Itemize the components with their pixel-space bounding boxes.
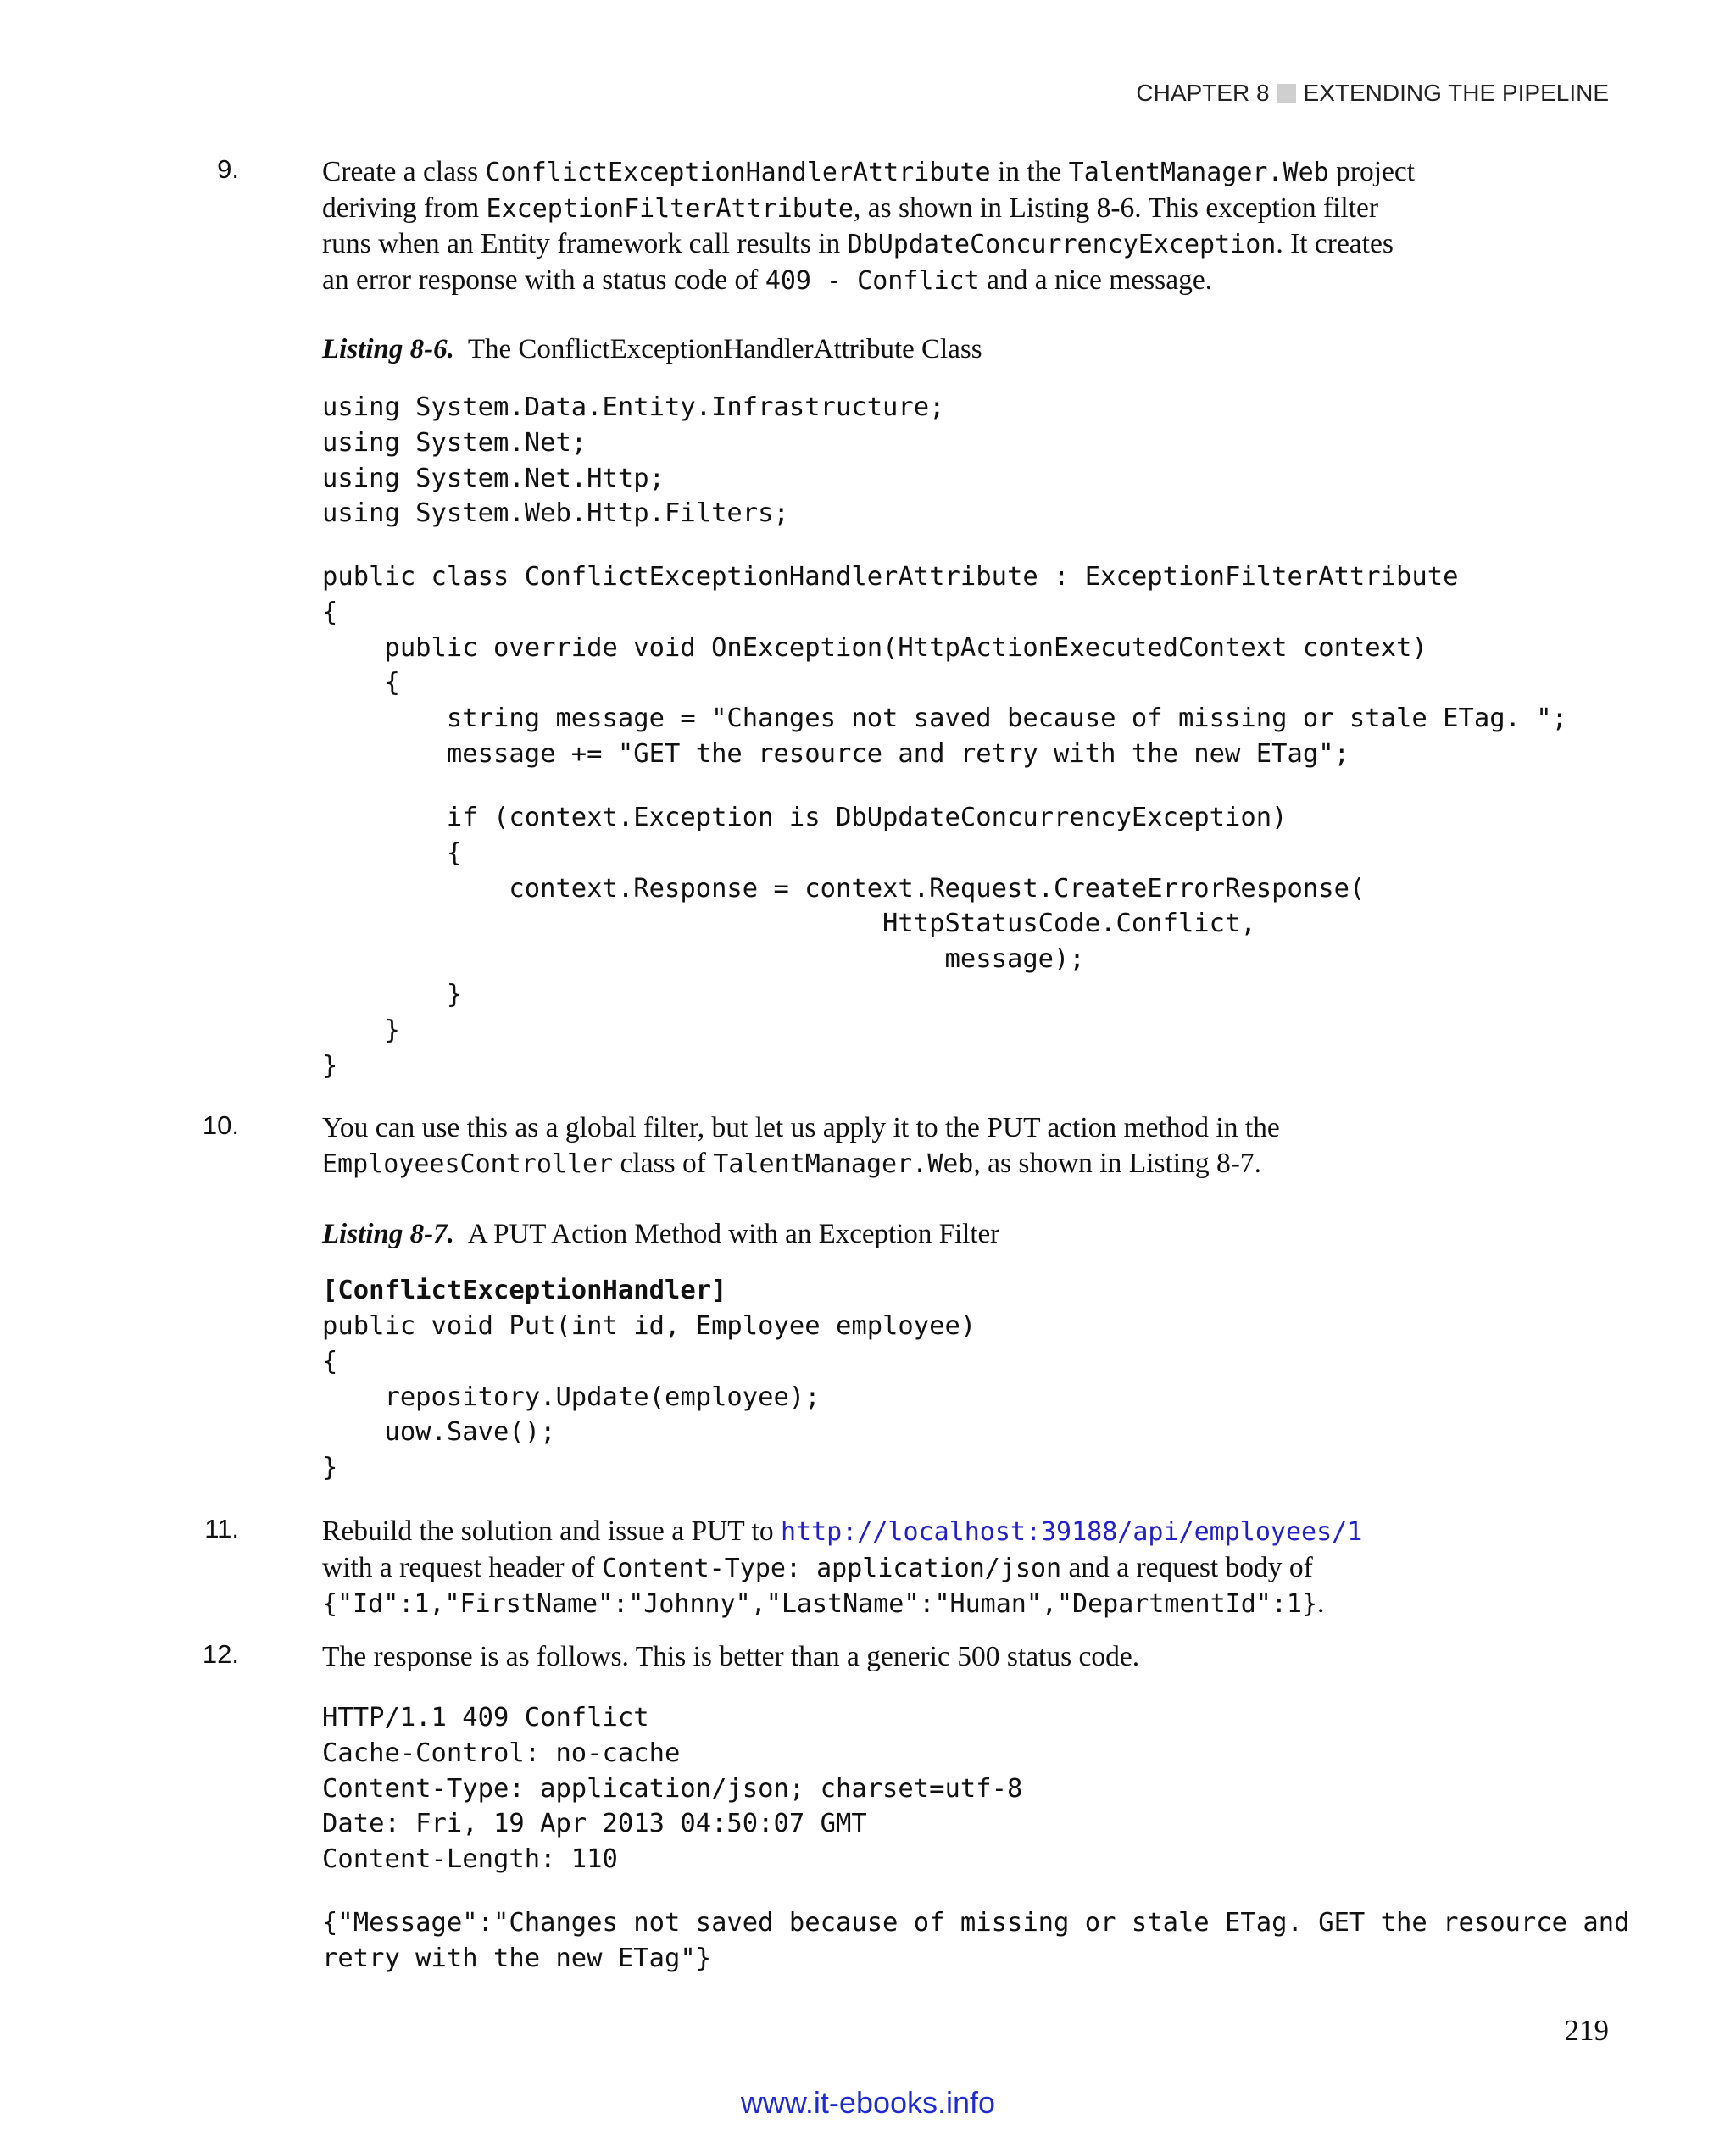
listing-8-6-if-block: if (context.Exception is DbUpdateConcurrencyException) { context.Response = context.Request.CreateErrorResponse( HttpStatusCode.Conflict, message); } } }: [322, 803, 1366, 1081]
page-number: 219: [1564, 2014, 1609, 2047]
listing-8-6-caption: [322, 334, 982, 365]
step-number: 9.: [217, 154, 239, 184]
request-url-link[interactable]: http://localhost:39188/api/employees/1: [780, 1517, 1363, 1547]
listing-8-7-attribute: [ConflictExceptionHandler]: [322, 1276, 727, 1305]
chapter-label: CHAPTER 8: [1136, 80, 1270, 106]
listing-title: The ConflictExceptionHandlerAttribute Class: [467, 334, 982, 364]
step-number: 12.: [202, 1639, 239, 1669]
footer-link[interactable]: www.it-ebooks.info: [740, 2085, 996, 2120]
step-9: [217, 154, 1622, 298]
listing-label: Listing 8-6.: [322, 334, 454, 364]
step-9-text: Create a class ConflictExceptionHandlerAttribute in the TalentManager.Web project deriving from ExceptionFilterAttribute, as shown in Listing 8-6. This exception filter runs when an Entity framework call results in DbUpdateConcurrencyException. It creates an error response with a status code of 409 - Conflict and a nice message.: [322, 156, 1416, 296]
step-11: [204, 1514, 1622, 1622]
listing-label: Listing 8-7.: [322, 1219, 454, 1249]
running-header: [1136, 80, 1609, 107]
step-10: [202, 1110, 1622, 1182]
listing-8-6-usings: using System.Data.Entity.Infrastructure; using System.Net; using System.Net.Http; using System.Web.Http.Filters;: [322, 392, 945, 529]
step-number: 11.: [204, 1514, 239, 1543]
chapter-title: EXTENDING THE PIPELINE: [1303, 80, 1609, 106]
listing-8-7-code: public void Put(int id, Employee employee) { repository.Update(employee); uow.Save(); }: [322, 1311, 976, 1483]
step-10-text: You can use this as a global filter, but let us apply it to the PUT action method in the EmployeesController class of TalentManager.Web, as shown in Listing 8-7.: [322, 1112, 1280, 1179]
step-11-text: Rebuild the solution and issue a PUT to http://localhost:39188/api/employees/1 with a request header of Content-Type: application/json and a request body of {"Id":1,"FirstName":"Johnny","LastName":"Human","DepartmentId":1}.: [322, 1515, 1363, 1619]
separator-square-icon: [1277, 84, 1296, 103]
step-number: 10.: [202, 1110, 239, 1140]
listing-8-6-class-code: public class ConflictExceptionHandlerAttribute : ExceptionFilterAttribute { public override void OnException(HttpActionExecutedContext context) { string message = "Changes not saved because of missing or stale ETag. "; message += "GET the resource and retry with the new ETag";: [322, 562, 1568, 769]
step-12: [202, 1639, 1622, 1675]
response-headers: HTTP/1.1 409 Conflict Cache-Control: no-cache Content-Type: application/json; charset=utf-8 Date: Fri, 19 Apr 2013 04:50:07 GMT Content-Length: 110: [322, 1703, 1023, 1875]
response-body: {"Message":"Changes not saved because of missing or stale ETag. GET the resource and retry with the new ETag"}: [322, 1908, 1630, 1973]
step-12-text: The response is as follows. This is better than a generic 500 status code.: [322, 1641, 1140, 1672]
listing-8-7-caption: [322, 1219, 999, 1250]
listing-title: A PUT Action Method with an Exception Filter: [467, 1219, 1000, 1249]
